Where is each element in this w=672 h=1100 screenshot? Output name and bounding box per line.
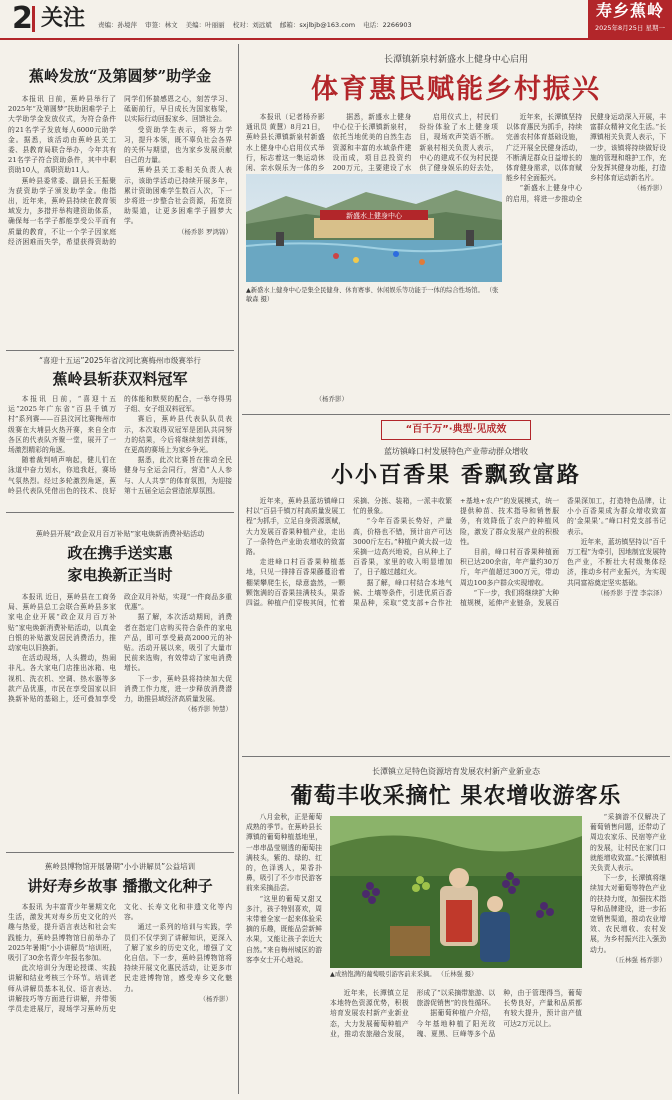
paragraph: 本报讯 为丰富青少年暑期文化生活，激发其对寿乡历史文化的兴趣与热爱，提升语言表达和社会实践能力，蕉岭县博物馆日前举办了2025年暑期“小小讲解员”培训班，吸引了30余名青少年报名参加。	[8, 903, 116, 963]
article-body-bottom	[330, 988, 582, 1084]
headline-line-1: 政在携手送实惠	[67, 544, 173, 562]
paragraph: 据悉，新盛水上健身中心位于长潭镇新泉村，依托当地优美的自然生态资源和丰富的水域条件建设而成，项目总投资约200万元，主要建设了水	[332, 113, 412, 173]
photo-caption	[330, 970, 582, 979]
headline: 体育惠民赋能乡村振兴	[311, 74, 601, 105]
article-divider	[6, 512, 234, 513]
paragraph: 据悉，此次比赛旨在推动全民健身与全运会同行，营造“人人参与、人人共享”的体育氛围，为迎接第十五届全运会营造浓厚氛围。	[124, 456, 232, 495]
paragraph: “这里的葡萄又甜又多汁，孩子特别喜欢，周末带着全家一起来体验采摘的乐趣，既能品尝新鲜水果，又能让孩子亲近大自然。”来自梅州城区的游客李女士开心地说。	[246, 894, 322, 964]
byline: （丘林强 杨乔影）	[611, 955, 666, 964]
headline: 小小百香果 香飘致富路	[331, 462, 581, 488]
photo-caption	[246, 286, 502, 304]
paragraph: 受资助学生表示，将努力学习，提升本领，既不辜负社会各界的关怀与期望，也为家乡发展贡献自己的力量。	[124, 125, 232, 165]
paragraph: 近年来，蕉岭县蓝坊镇峰口村以“百县千镇万村高质量发展工程”为抓手，立足自身资源禀赋，大力发展百香果种植产业，走出了一条特色产业助农增收的致富路。	[246, 497, 345, 557]
paragraph: 目前，峰口村百香果种植面积已达200余亩，年产量约30万斤，年产值超过300万元，带动周边100多户群众实现增收。	[460, 548, 559, 587]
credit-reviewer: 审签：林文	[145, 21, 178, 29]
article-body-left	[246, 812, 322, 1084]
article-body	[8, 902, 232, 1088]
column-divider	[238, 44, 239, 1094]
paragraph: “采摘游不仅解决了葡萄销售问题，还带动了周边农家乐、民宿等产业的发展，让村民在家门口就能增收致富。”长潭镇相关负责人表示。	[590, 813, 666, 873]
photo-credit: （张敏森 摄）	[246, 287, 499, 303]
kicker: 蕉岭县开展“政企双月百万补贴”家电焕新消费补贴活动	[35, 530, 205, 538]
article-water-race	[8, 354, 348, 504]
paragraph: 近年来，长潭镇立足本地特色资源优势，积极培育发展农村新产业新业态，大力发展葡萄种植产业，推动农旅融合发展，形成了“以采摘带旅游、以旅游促销售”的良性循环。	[330, 989, 496, 1038]
paragraph: 蕉岭县关工委相关负责人表示，该助学活动已持续开展多年，累计资助困难学生数百人次，下一步将进一步整合社会资源，拓宽资助渠道，让更多困难学子圆梦大学。	[124, 166, 232, 226]
headline: 蕉岭发放“及第圆梦”助学金	[28, 67, 212, 85]
issue-date: 2025年8月25日 星期一	[594, 24, 665, 32]
headline: 讲好寿乡故事 播撒文化种子	[27, 877, 213, 895]
kicker: 蓝坊镇峰口村发展特色产业带动群众增收	[384, 447, 528, 456]
photo-grape-picking	[330, 816, 582, 968]
credit-email: 邮箱：sxjlbjb@163.com	[279, 21, 356, 29]
paragraph: 本报讯 近日，蕉岭县在工商务局、蕉岭县总工会联合蕉岭县多家家电企业开展“政企双月百万补贴”家电焕新消费补贴活动，以真金白银的补贴激发居民消费活力，推动家电以旧换新。	[8, 593, 116, 653]
paper-name: 寿乡蕉岭	[595, 1, 664, 20]
paragraph: 赛后，蕉岭县代表队队员表示，本次取得双冠军是团队共同努力的结果，今后将继续刻苦训练，在更高的赛场上为家乡争光。	[124, 415, 232, 455]
section-title: 关注	[32, 6, 85, 32]
article-divider	[6, 852, 234, 853]
series-tag: “百千万”·典型·见成效	[381, 420, 531, 440]
article-body	[8, 394, 348, 502]
headline: 蕉岭县斩获双料冠军	[52, 370, 188, 388]
byline: （杨乔影 罗鸿锦）	[177, 227, 232, 236]
kicker: 长潭镇新泉村新盛水上健身中心启用	[383, 55, 528, 65]
byline: （杨乔影）	[315, 395, 348, 403]
paragraph: 下一步，长潭镇将继续加大对葡萄等特色产业的扶持力度，加强技术指导和品牌建设，进一步拓宽销售渠道，推动农业增效、农民增收、农村发展，为乡村振兴注入强劲动力。	[590, 874, 666, 954]
credit-phone: 电话：2266903	[363, 21, 412, 29]
paragraph: 本报讯 日前，“喜迎十五运”2025年广东省“百县千镇万村”系列赛——百县汶河比赛梅州市级赛在大埔县火热开赛，来自全市各区的代表队齐聚一堂，展开了一场激烈精彩的角逐。	[8, 395, 116, 455]
article-body	[246, 496, 666, 746]
masthead	[588, 0, 672, 38]
photo-illustration	[246, 174, 502, 282]
paragraph: 据了解，峰口村结合本地气候、土壤等条件，引进优质百香果品种，采取“党支部+合作社+基地+农户”的发展模式，统一提供种苗、技术指导和销售服务，有效降低了农户的种植风险，激发了群众发展产业的积极性。	[353, 497, 559, 608]
kicker: “喜迎十五运”2025年省汶河比赛梅州市级赛举行	[39, 356, 201, 365]
paragraph: 下一步，蕉岭县将持续加大促消费工作力度，进一步释放消费潜力，助推县域经济高质量发展。	[124, 674, 232, 704]
byline: （杨乔影）	[633, 184, 666, 193]
article-body-right	[506, 112, 666, 402]
photo-sign: 新盛水上健身中心	[346, 212, 402, 220]
article-body-right	[590, 812, 666, 1084]
paragraph: 在活动现场，人头攒动，热闹非凡。各大家电门店推出冰箱、电视机、洗衣机、空调、热水器等多款产品优惠，市民在享受国家以旧换新补贴的基础上，还可叠加享受政企双月补贴，实现“一件商品多重优惠”。	[8, 593, 232, 704]
article-body	[8, 94, 232, 330]
article-divider	[6, 350, 234, 351]
credit-editor: 责编：孙境萍	[98, 21, 137, 29]
article-divider	[242, 756, 670, 757]
article-appliance-subsidy	[8, 516, 232, 846]
article-passion-fruit	[246, 420, 666, 752]
byline: （杨乔影）	[199, 994, 232, 1003]
photo-credit: （丘林强 摄）	[437, 971, 478, 978]
paragraph: 本报讯（记者杨乔影 通讯员 黄慧）8月21日，蕉岭县长潭镇新泉村新盛水上健身中心启用仪式举行，标志着这一集运动休闲、亲水娱乐为一体的乡	[246, 113, 325, 173]
paragraph: 八月金秋，正是葡萄成熟的季节。在蕉岭县长潭镇的葡萄种植基地里，一串串晶莹剔透的葡萄挂满枝头，紫的、绿的、红的，色泽诱人，果香扑鼻，吸引了不少市民游客前来采摘品尝。	[246, 813, 322, 893]
paragraph: 近年来，长潭镇坚持以体育惠民为抓手，持续完善农村体育基础设施，广泛开展全民健身活动，不断满足群众日益增长的体育健身需求，以体育赋能乡村全面振兴。	[506, 113, 582, 183]
paragraph: 启用仪式上，村民们纷纷体验了水上健身项目，现场欢声笑语不断。新泉村相关负责人表示，中心的建成不仅为村民提供了健身娱乐的好去处，	[419, 113, 498, 173]
kicker: 长潭镇立足特色资源培育发展农村新产业新业态	[372, 767, 540, 776]
paragraph: 随着裁判哨声响起，健儿们在泳道中奋力划水，你追我赶，赛场气氛热烈。经过多轮激烈角逐，蕉岭县代表队凭借出色的技术、良好的体能和默契的配合，一举夺得男子组、女子组双料冠军。	[8, 395, 232, 495]
paragraph: 近年来，蓝坊镇坚持以“百千万工程”为牵引，因地制宜发展特色产业，不断壮大村级集体经济，推动乡村产业振兴，为实现共同富裕奠定坚实基础。	[567, 537, 666, 587]
photo-fitness-center	[246, 174, 502, 282]
caption-text: ▲成熟饱满的葡萄吸引游客前来采摘。	[330, 971, 436, 978]
paragraph: 走进峰口村百香果种植基地，只见一排排百香果藤蔓沿着棚架攀爬生长，绿意盎然，一颗颗饱满的百香果挂满枝头，果香四溢。种植户们穿梭其间，忙着采摘、分拣、装箱，一派丰收繁忙的景象。	[246, 497, 452, 608]
paragraph: 蕉岭县委常委、副县长王振聚为获资助学子颁发助学金。他指出，近年来，蕉岭县持续在教育领域发力，多措并举构建资助体系，确保每一名学子都能享受公平而有质量的教育，不让一个学子因家庭经济困难而失学，希望获得资助的同学们怀揣感恩之心，刻苦学习、砥砺前行，早日成长为国家栋梁，以实际行动回报家乡、回馈社会。	[8, 95, 232, 246]
credit-designer: 美编：叶丽丽	[185, 21, 225, 29]
paragraph: “新盛水上健身中心的启用，将进一步推动全民健身运动深入开展，丰富群众精神文化生活。”长潭镇相关负责人表示，下一步，该镇将持续做好设施的管理和维护工作，充分发挥其健身功能，打造乡村体育运动新名片。	[506, 113, 666, 203]
paragraph: “下一步，我们将继续扩大种植规模，延伸产业链条，发展百香果深加工，打造特色品牌，让小小百香果成为群众增收致富的‘金果果’。”峰口村党支部书记表示。	[460, 497, 666, 608]
article-scholarship	[8, 46, 232, 346]
paragraph: “今年百香果长势好，产量高，价格也不错，预计亩产可达3000斤左右。”种植户黄大叔一边采摘一边高兴地说，自从种上了百香果，家里的收入明显增加了，日子越过越红火。	[353, 517, 452, 577]
page-header	[0, 0, 672, 40]
credit-proofreader: 校对：刘远斌	[232, 21, 272, 29]
caption-text: ▲新盛水上健身中心是集全民健身、休育赛事、休闲娱乐等功能于一体的综合性场馆。	[246, 287, 484, 294]
paragraph: 通过一系列的培训与实践，学员们不仅学到了讲解知识，更深入了解了家乡的历史文化，增强了文化自信。下一步，蕉岭县博物馆将持续开展文化惠民活动，让更多市民走进博物馆，感受寿乡文化魅力。	[124, 923, 232, 993]
byline: （杨乔影 钟慧）	[184, 705, 232, 714]
kicker: 蕉岭县博物馆开展暑期“小小讲解员”公益培训	[44, 862, 196, 871]
headline: 葡萄丰收采摘忙 果农增收游客乐	[290, 783, 622, 809]
article-divider	[242, 414, 670, 415]
headline-line-2: 家电换新正当时	[67, 566, 173, 584]
paragraph: 本报讯 日前，蕉岭县举行了2025年“及第圆梦”扶助困难学子上大学助学金发放仪式，为符合条件的21名学子发放每人6000元助学金。据悉，该活动由蕉岭县关工委、县教育局联合举办，今年共有21名学子符合资助条件，其中中职资助10人，高职资助11人。	[8, 95, 116, 175]
photo-illustration	[330, 816, 582, 968]
page-number: 2	[12, 1, 33, 36]
article-body	[8, 592, 232, 842]
paragraph: 据了解，本次活动期间，消费者在指定门店购买符合条件的家电产品，即可享受最高2000元的补贴。活动开展以来，吸引了大量市民前来选购，有效带动了家电消费增长。	[124, 613, 232, 673]
credits-line	[98, 20, 418, 29]
paragraph: 此次培训分为理论授课、实践讲解和结业考核三个环节。培训老师从讲解员基本礼仪、语言表达、讲解技巧等方面进行讲解，并带领学员走进展厅，现场学习蕉岭历史文化、长寿文化和非遗文化等内容。	[8, 903, 232, 1014]
article-museum-training	[8, 856, 232, 1094]
byline: （杨乔影 于滢 李宗泽）	[596, 588, 666, 597]
paragraph: 据葡萄种植户介绍，今年基地种植了阳光玫瑰、夏黑、巨峰等多个品种，由于管理得当，葡萄长势良好，产量和品质都有较大提升，预计亩产值可达2万元以上。	[416, 989, 582, 1038]
